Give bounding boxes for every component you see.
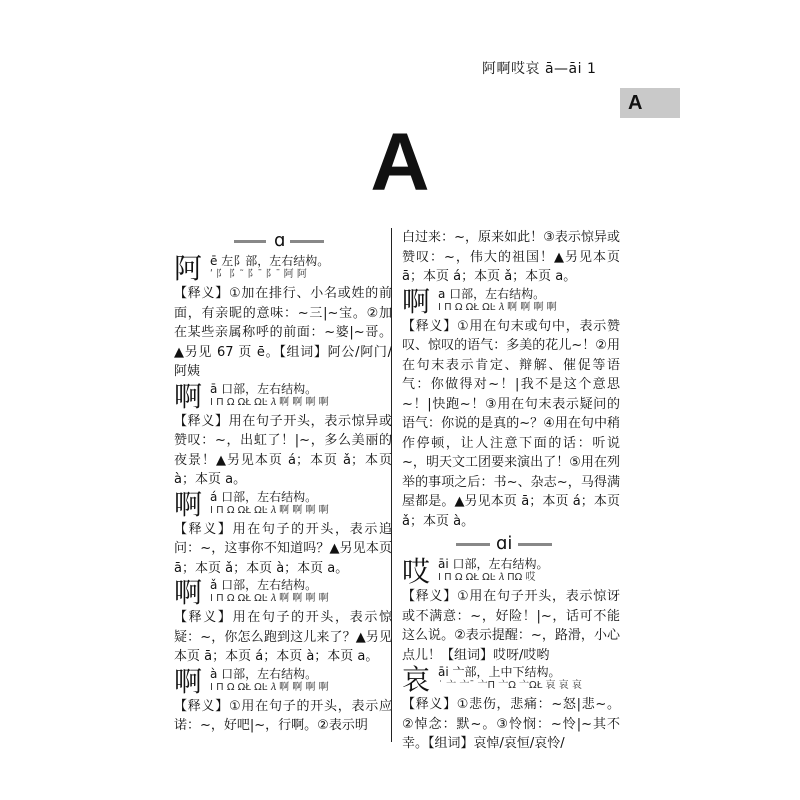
dictionary-entry: [174, 254, 392, 284]
headword: 阿: [174, 252, 203, 285]
dictionary-entry: [402, 284, 620, 318]
stroke-order: I Π Ω ΩŁ ΩĿ 𝜆 啊 啊 啊 啊: [210, 504, 329, 516]
entry-info: āi 亠部，上中下结构。: [438, 665, 561, 679]
dictionary-entry: [174, 664, 392, 698]
dictionary-entry: [174, 379, 392, 413]
letter-index-tab[interactable]: A: [620, 88, 680, 118]
definition-continued: 白过来：~，原来如此！③表示惊异或赞叹：~，伟大的祖国！▲另见本页 ā；本页 á；本页 ǎ；本页 a。: [402, 230, 620, 284]
section-label: ɑ: [274, 230, 286, 251]
definition: 【释义】用在句子的开头，表示惊疑：~，你怎么跑到这儿来了？▲另见本页 ā；本页 á；本页 à；本页 a。: [174, 610, 392, 664]
left-column: [174, 228, 392, 736]
headword: 啊: [174, 379, 203, 413]
section-letter: A: [370, 117, 430, 208]
definition: 【释义】①加在排行、小名或姓的前面，有亲昵的意味：~三|~宝。②加在某些亲属称呼的前面：~婆|~哥。▲另见 67 页 ē。【组词】阿公/阿门/阿姨: [174, 286, 392, 379]
headword: 啊: [402, 284, 431, 318]
pinyin-section-header: [402, 533, 620, 555]
section-bar-left: [234, 240, 266, 243]
headword: 啊: [174, 487, 203, 521]
stroke-order: ˙ 亠 亠ˉ 亠Π 亠Ω 亠ΩŁ 哀 哀 哀: [438, 680, 582, 691]
entry-info: á 口部，左右结构。: [210, 489, 318, 504]
entry-info: ǎ 口部，左右结构。: [210, 578, 318, 592]
section-bar-right: [290, 240, 324, 243]
pinyin-section-header: [174, 230, 392, 252]
stroke-order: I Π Ω ΩŁ ΩĿ 𝜆 啊 啊 啊 啊: [210, 593, 329, 604]
headword: 啊: [174, 576, 203, 609]
section-bar-right: [518, 543, 552, 546]
right-column: [402, 228, 620, 754]
stroke-order: I Π Ω ΩŁ ΩĿ 𝜆 啊 啊 啊 啊: [210, 681, 329, 693]
stroke-order: I Π Ω ΩŁ ΩĿ 𝜆 啊 啊 啊 啊: [210, 396, 329, 408]
headword: 啊: [174, 664, 203, 698]
definition: 【释义】用在句子开头，表示惊异或赞叹：~，出虹了！|~，多么美丽的夜景！▲另见本页 á；本页 ǎ；本页 à；本页 a。: [174, 413, 392, 487]
definition: 【释义】①悲伤，悲痛：~怒|悲~。②悼念：默~。③怜悯：~怜|~其不幸。【组词】哀悼/哀恒/哀怜/: [402, 697, 620, 751]
dictionary-entry: [402, 557, 620, 587]
definition: 【释义】①用在句子开头，表示惊讶或不满意：~，好险！|~，话可不能这么说。②表示提醒：~，路滑，小心点儿！【组词】哎呀/哎哟: [402, 589, 620, 663]
section-bar-left: [456, 543, 490, 546]
stroke-order: ʹ 阝 阝˜ 阝ˉ 阝ˉ 阿 阿: [210, 269, 307, 280]
dictionary-entry: [402, 665, 620, 695]
running-header: 阿啊哎哀 ā—āi 1: [482, 61, 597, 77]
headword: 哀: [402, 663, 431, 696]
entry-info: āi 口部，左右结构。: [438, 557, 549, 571]
definition: 【释义】①用在句子的开头，表示应诺：~，好吧|~，行啊。②表示明: [174, 698, 392, 733]
dictionary-entry: [174, 578, 392, 608]
stroke-order: I Π Ω ΩŁ ΩĿ 𝜆 ΠΩ 哎: [438, 572, 536, 583]
dictionary-entry: [174, 487, 392, 521]
definition: 【释义】①用在句末或句中，表示赞叹、惊叹的语气：多美的花儿~！②用在句末表示肯定、辩解、催促等语气：你做得对~！|我不是这个意思~！|快跑~！③用在句末表示疑问的语气：你说的是真的~？④用在句中稍作停顿，让人注意下面的话：听说~，明天文工团要来演出了！⑤用在列举的事项之后：书~、杂志~，马得满屋都是。▲另见本页 ā；本页 á；本页 ǎ；本页 à。: [402, 318, 620, 529]
section-label: ɑi: [496, 533, 513, 554]
entry-info: ā 口部，左右结构。: [210, 381, 318, 396]
definition: 【释义】用在句子的开头，表示追问：~，这事你不知道吗？▲另见本页 ā；本页 ǎ；本页 à；本页 a。: [174, 521, 392, 576]
headword: 哎: [402, 555, 431, 588]
entry-info: ē 左阝部，左右结构。: [210, 254, 330, 268]
stroke-order: I Π Ω ΩŁ ΩĿ 𝜆 啊 啊 啊 啊: [438, 301, 557, 313]
entry-info: à 口部，左右结构。: [210, 666, 318, 681]
entry-info: a 口部，左右结构。: [438, 286, 546, 301]
